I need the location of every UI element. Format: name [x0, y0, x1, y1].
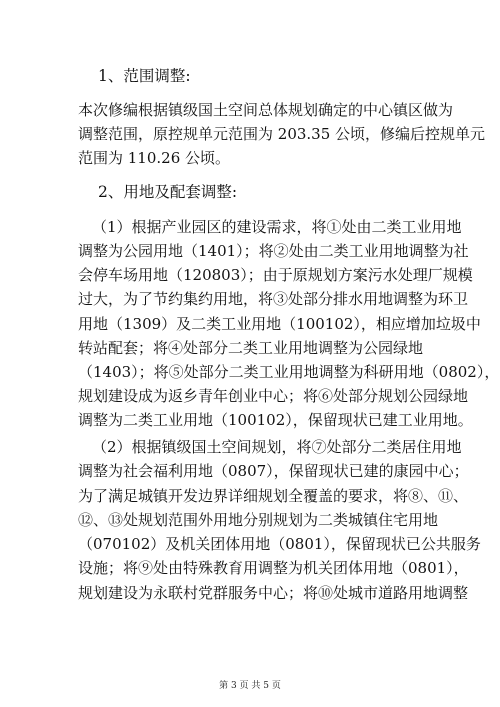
paragraph-line: 过大，为了节约集约用地，将③处部分排水用地调整为环卫	[78, 290, 469, 308]
paragraph-line: 为了满足城镇开发边界详细规划全覆盖的要求，将⑧、⑪、	[78, 487, 469, 505]
paragraph-line: 调整为社会福利用地（0807），保留现状已建的康园中心；	[78, 462, 469, 480]
paragraph-line: 用地（1309）及二类工业用地（100102），相应增加垃圾中	[78, 315, 481, 333]
paragraph-line: 规划建设成为返乡青年创业中心；将⑥处部分规划公园绿地	[78, 387, 469, 405]
paragraph-line: 调整为二类工业用地（100102），保留现状已建工业用地。	[78, 411, 473, 429]
paragraph-line: （1403）；将⑤处部分二类工业用地调整为科研用地（0802），	[78, 363, 500, 381]
paragraph-line: 本次修编根据镇级国土空间总体规划确定的中心镇区做为	[78, 101, 454, 119]
page-number-footer: 第 3 页 共 5 页	[219, 681, 281, 691]
section-heading-landuse: 2、用地及配套调整:	[98, 183, 238, 201]
paragraph-line: 调整为公园用地（1401）；将②处由二类工业用地调整为社	[78, 242, 469, 260]
section-heading-scope: 1、范围调整:	[98, 67, 191, 85]
paragraph-line: 设施；将⑨处由特殊教育用调整为机关团体用地（0801），	[78, 559, 469, 577]
paragraph-line: 规划建设为永联村党群服务中心；将⑩处城市道路用地调整	[78, 584, 469, 602]
paragraph-line: 转站配套；将④处部分二类工业用地调整为公园绿地	[78, 339, 424, 357]
paragraph-line: （2）根据镇级国土空间规划，将⑦处部分二类居住用地	[92, 438, 462, 456]
paragraph-line: （1）根据产业园区的建设需求，将①处由二类工业用地	[92, 218, 462, 236]
paragraph-line: （070102）及机关团体用地（0801），保留现状已公共服务	[78, 535, 481, 553]
paragraph-line: 范围为 110.26 公顷。	[78, 149, 231, 167]
paragraph-line: 调整范围，原控规单元范围为 203.35 公顷，修编后控规单元	[78, 125, 486, 143]
paragraph-line: 会停车场用地（120803）；由于原规划方案污水处理厂规模	[78, 266, 473, 284]
paragraph-line: ⑫、⑬处规划范围外用地分别规划为二类城镇住宅用地	[78, 511, 439, 529]
